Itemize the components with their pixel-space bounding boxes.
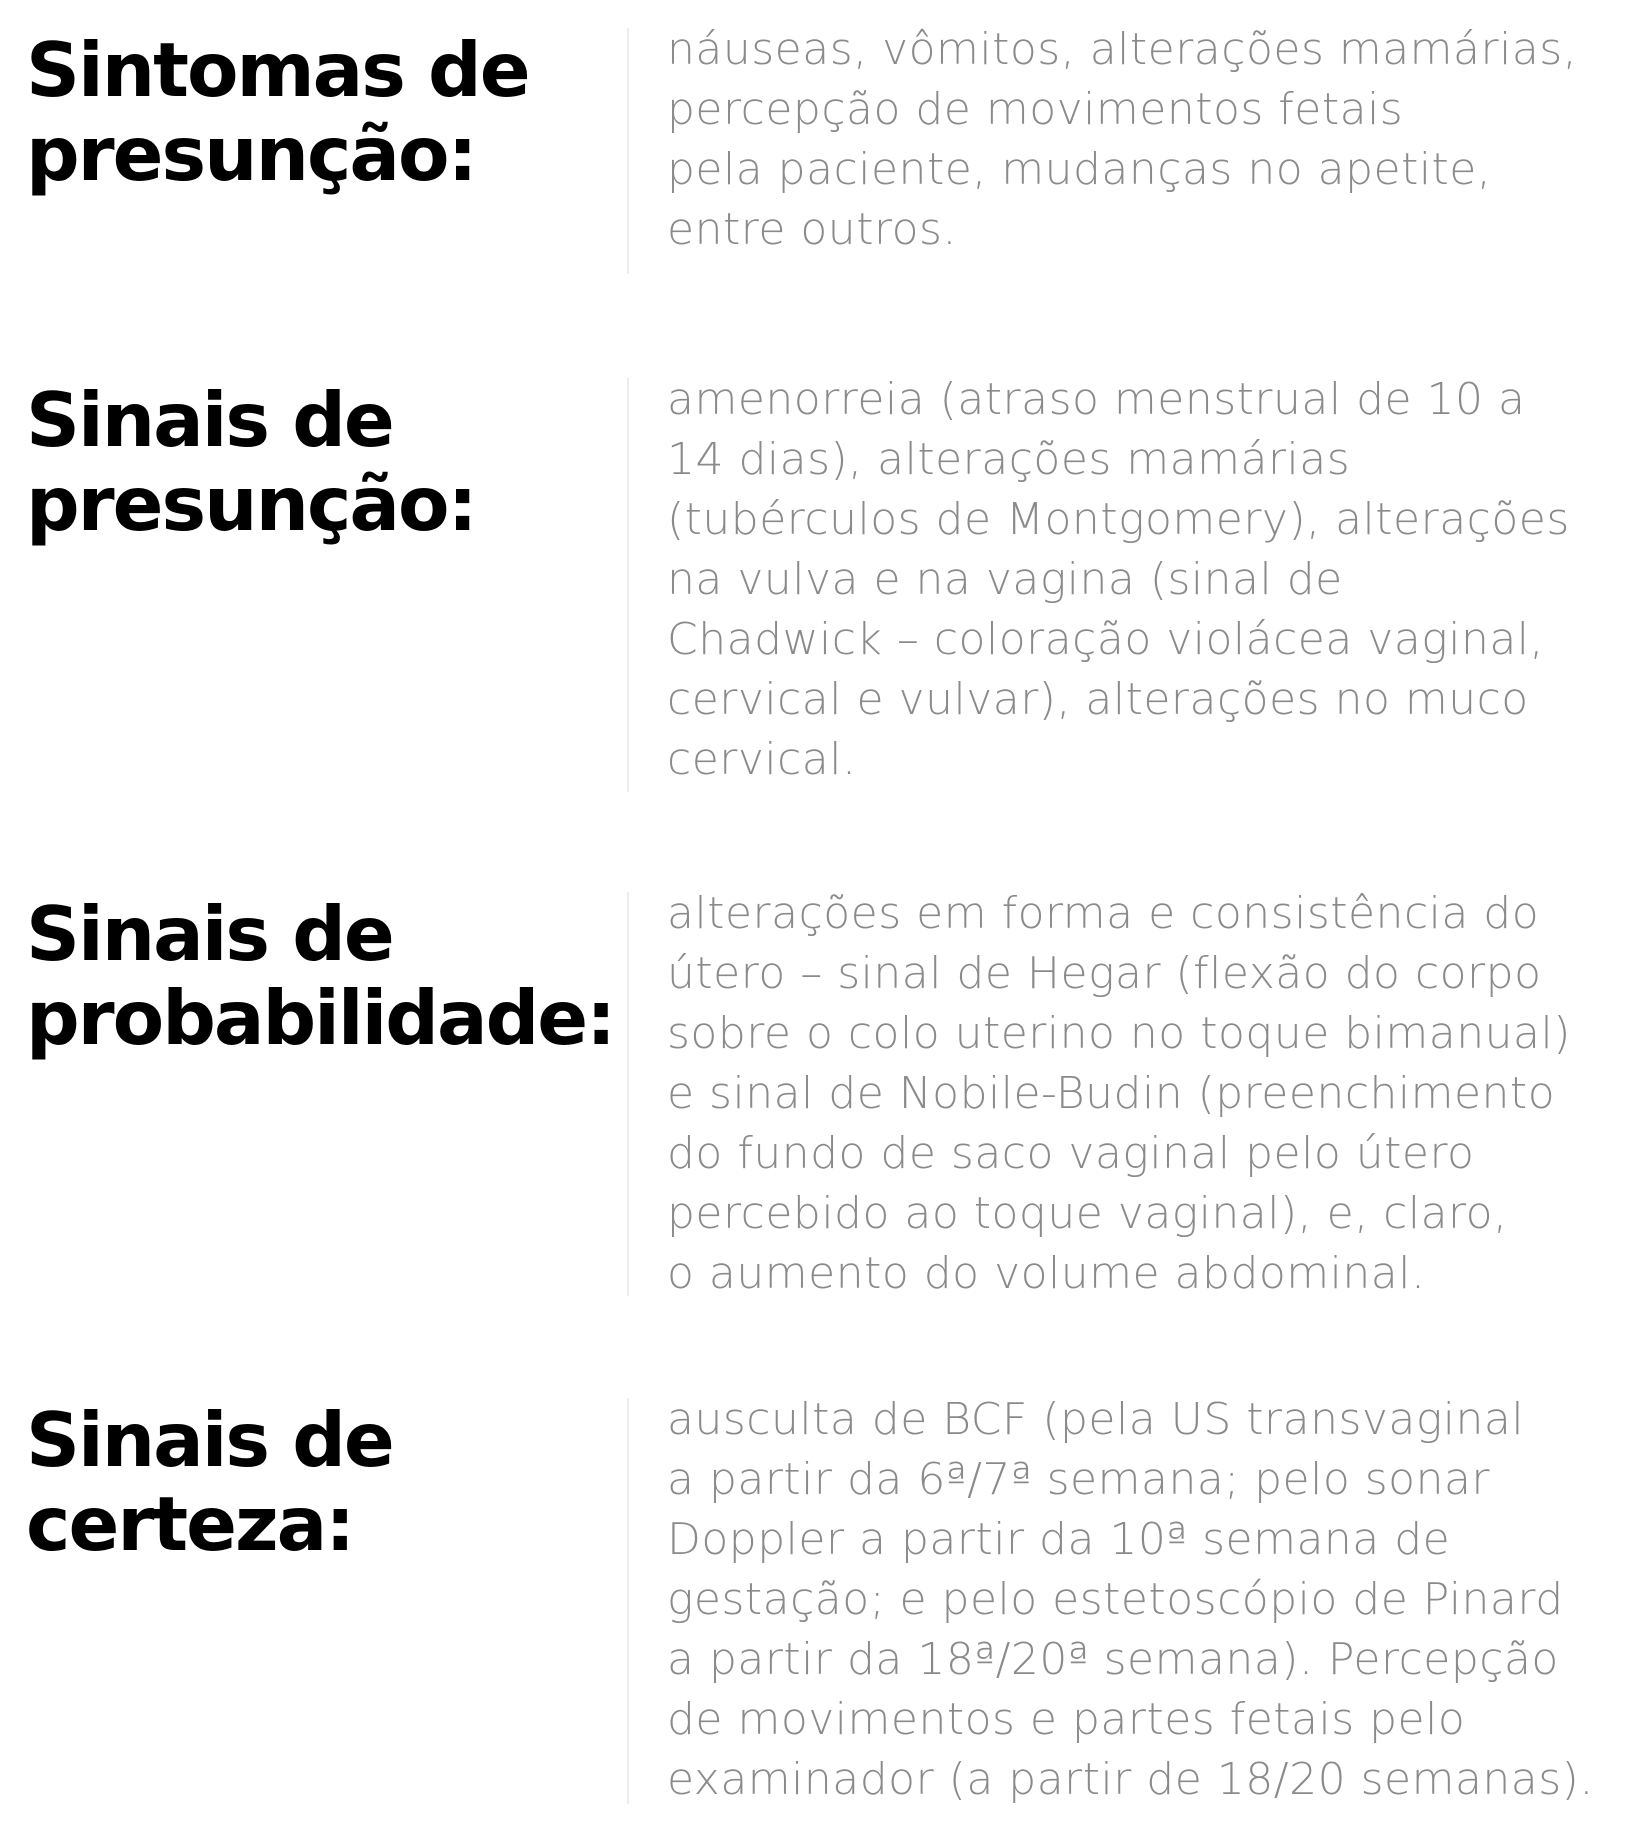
section-divider bbox=[627, 28, 629, 274]
text-line: cervical. bbox=[667, 734, 857, 785]
heading-line: presunção: bbox=[26, 460, 476, 548]
text-line: a partir da 18ª/20ª semana). Percepção bbox=[667, 1634, 1559, 1685]
text-line: cervical e vulvar), alterações no muco bbox=[667, 674, 1529, 725]
heading-line: certeza: bbox=[26, 1480, 354, 1568]
text-line: percepção de movimentos fetais bbox=[667, 84, 1404, 135]
text-line: entre outros. bbox=[667, 204, 957, 255]
heading-line: Sintomas de bbox=[26, 26, 529, 114]
text-line: alterações em forma e consistência do bbox=[667, 888, 1540, 939]
text-line: o aumento do volume abdominal. bbox=[667, 1248, 1426, 1299]
text-line: de movimentos e partes fetais pelo bbox=[667, 1694, 1466, 1745]
text-line: examinador (a partir de 18/20 semanas). bbox=[667, 1754, 1594, 1805]
heading-line: presunção: bbox=[26, 110, 476, 198]
text-line: útero – sinal de Hegar (flexão do corpo bbox=[667, 948, 1542, 999]
text-line: (tubérculos de Montgomery), alterações bbox=[667, 494, 1570, 545]
text-line: na vulva e na vagina (sinal de bbox=[667, 554, 1343, 605]
text-line: Chadwick – coloração violácea vaginal, bbox=[667, 614, 1544, 665]
section-divider bbox=[627, 892, 629, 1296]
section-heading bbox=[26, 1398, 626, 1566]
section-text bbox=[667, 370, 1642, 790]
text-line: amenorreia (atraso menstrual de 10 a bbox=[667, 374, 1526, 425]
heading-line: Sinais de bbox=[26, 1396, 393, 1484]
section-text bbox=[667, 1390, 1642, 1810]
section-text bbox=[667, 20, 1642, 260]
text-line: náuseas, vômitos, alterações mamárias, bbox=[667, 24, 1578, 75]
section-heading bbox=[26, 892, 626, 1060]
text-line: ausculta de BCF (pela US transvaginal bbox=[667, 1394, 1525, 1445]
text-line: 14 dias), alterações mamárias bbox=[667, 434, 1351, 485]
text-line: percebido ao toque vaginal), e, claro, bbox=[667, 1188, 1508, 1239]
section-text bbox=[667, 884, 1642, 1304]
text-line: gestação; e pelo estetoscópio de Pinard bbox=[667, 1574, 1564, 1625]
heading-line: Sinais de bbox=[26, 890, 393, 978]
section-heading bbox=[26, 378, 626, 546]
heading-line: Sinais de bbox=[26, 376, 393, 464]
text-line: sobre o colo uterino no toque bimanual) bbox=[667, 1008, 1571, 1059]
heading-line: probabilidade: bbox=[26, 974, 615, 1062]
section-divider bbox=[627, 1398, 629, 1804]
text-line: e sinal de Nobile-Budin (preenchimento bbox=[667, 1068, 1556, 1119]
text-line: Doppler a partir da 10ª semana de bbox=[667, 1514, 1451, 1565]
text-line: pela paciente, mudanças no apetite, bbox=[667, 144, 1492, 195]
text-line: do fundo de saco vaginal pelo útero bbox=[667, 1128, 1475, 1179]
text-line: a partir da 6ª/7ª semana; pelo sonar bbox=[667, 1454, 1491, 1505]
section-heading bbox=[26, 28, 626, 196]
section-divider bbox=[627, 378, 629, 792]
